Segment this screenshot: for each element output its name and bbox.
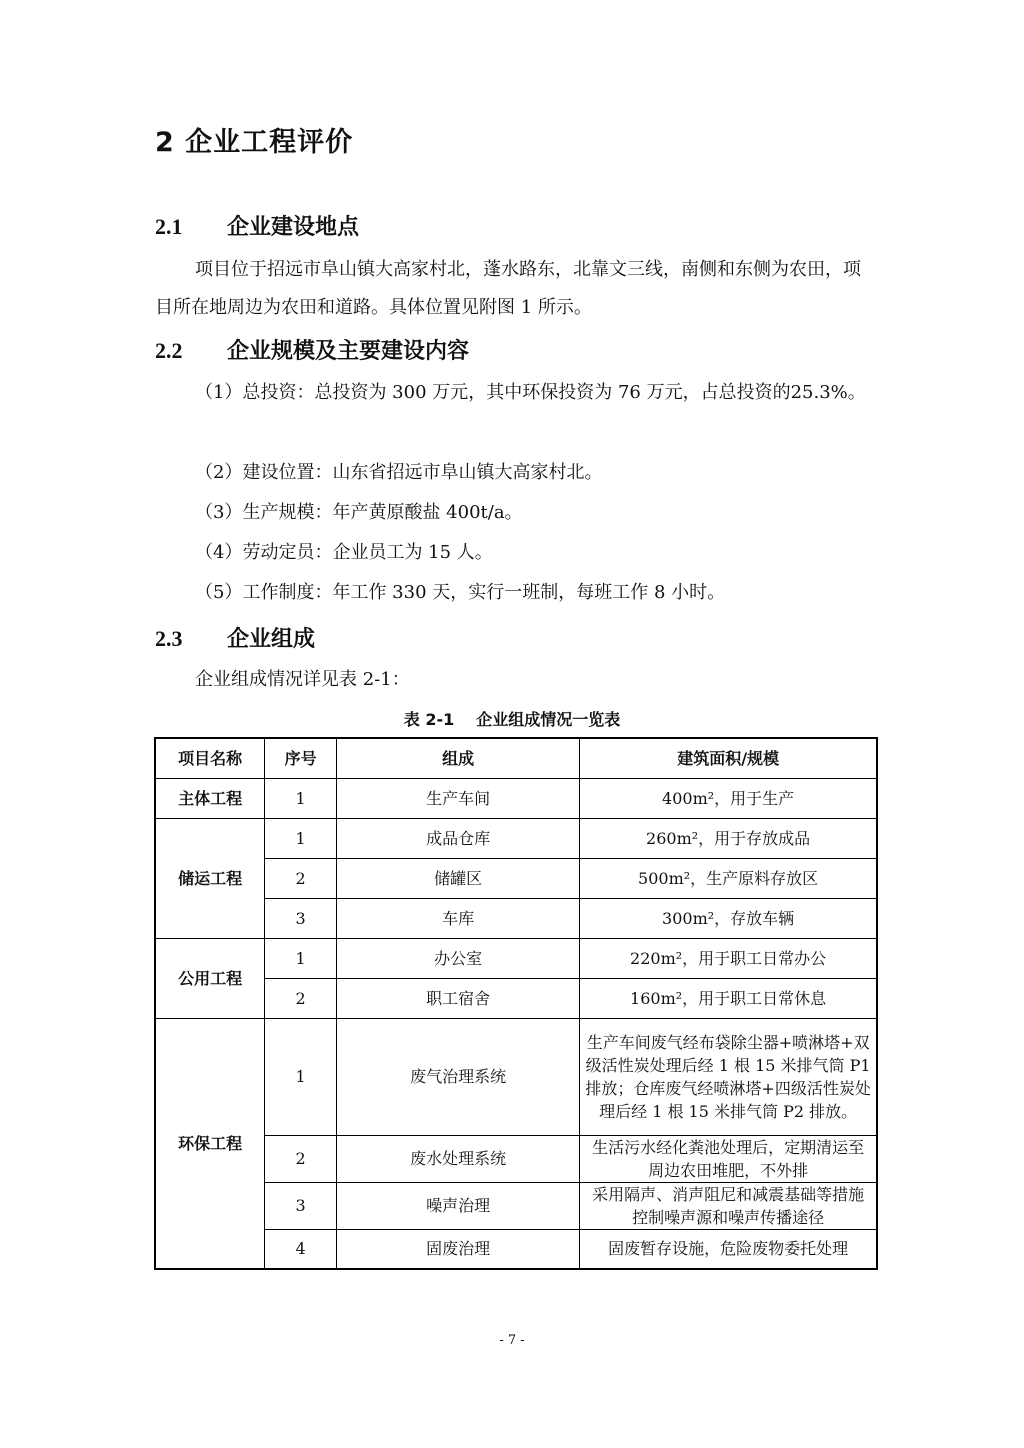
header-serial: 序号 xyxy=(265,738,337,778)
table-intro: 企业组成情况详见表 2-1： xyxy=(195,669,410,690)
table-caption xyxy=(0,707,1024,730)
row-number: 2 xyxy=(265,1135,337,1182)
header-project-name: 项目名称 xyxy=(155,738,265,778)
investment-item: （1）总投资：总投资为 300 万元，其中环保投资为 76 万元，占总投资的25.3%。 xyxy=(195,382,866,403)
row-scale: 采用隔声、消声阻尼和减震基础等措施控制噪声源和噪声传播途径 xyxy=(580,1182,877,1229)
row-scale: 220m²，用于职工日常办公 xyxy=(580,938,877,978)
section-heading-2-2 xyxy=(155,334,469,365)
row-scale: 生产车间废气经布袋除尘器+喷淋塔+双级活性炭处理后经 1 根 15 米排气筒 P1 排放；仓库废气经喷淋塔+四级活性炭处理后经 1 根 15 米排气筒 P2 排放。 xyxy=(580,1018,877,1135)
row-component: 废气治理系统 xyxy=(337,1018,580,1135)
section-number: 2.1 xyxy=(155,214,183,239)
row-number: 3 xyxy=(265,898,337,938)
row-scale: 固废暂存设施，危险废物委托处理 xyxy=(580,1229,877,1269)
header-area-scale: 建筑面积/规模 xyxy=(580,738,877,778)
table-row xyxy=(155,1018,877,1135)
section-title: 企业规模及主要建设内容 xyxy=(227,339,470,364)
section-title: 企业建设地点 xyxy=(227,215,360,240)
capacity-item: （3）生产规模：年产黄原酸盐 400t/a。 xyxy=(195,502,523,523)
work-schedule-item: （5）工作制度：年工作 330 天，实行一班制，每班工作 8 小时。 xyxy=(195,582,726,603)
row-number: 1 xyxy=(265,1018,337,1135)
row-scale: 260m²，用于存放成品 xyxy=(580,818,877,858)
chapter-title: 2 企业工程评价 xyxy=(155,127,354,158)
row-component: 储罐区 xyxy=(337,858,580,898)
section-heading-2-3 xyxy=(155,622,315,653)
row-number: 1 xyxy=(265,938,337,978)
category-storage: 储运工程 xyxy=(155,818,265,938)
table-caption-title: 企业组成情况一览表 xyxy=(476,710,621,729)
row-number: 4 xyxy=(265,1229,337,1269)
row-scale: 生活污水经化粪池处理后，定期清运至周边农田堆肥，不外排 xyxy=(580,1135,877,1182)
row-number: 2 xyxy=(265,978,337,1018)
location-paragraph: 项目位于招远市阜山镇大高家村北，蓬水路东，北靠文三线，南侧和东侧为农田，项目所在地周边为农田和道路。具体位置见附图 1 所示。 xyxy=(155,259,861,318)
row-component: 生产车间 xyxy=(337,778,580,818)
category-environmental: 环保工程 xyxy=(155,1018,265,1269)
table-row xyxy=(155,818,877,858)
row-scale: 400m²，用于生产 xyxy=(580,778,877,818)
row-number: 2 xyxy=(265,858,337,898)
header-component: 组成 xyxy=(337,738,580,778)
table-row xyxy=(155,778,877,818)
row-number: 3 xyxy=(265,1182,337,1229)
location-item: （2）建设位置：山东省招远市阜山镇大高家村北。 xyxy=(195,462,603,483)
row-component: 成品仓库 xyxy=(337,818,580,858)
row-component: 噪声治理 xyxy=(337,1182,580,1229)
table-row xyxy=(155,938,877,978)
section-number: 2.2 xyxy=(155,338,183,363)
row-scale: 500m²，生产原料存放区 xyxy=(580,858,877,898)
row-component: 固废治理 xyxy=(337,1229,580,1269)
category-utility: 公用工程 xyxy=(155,938,265,1018)
section-title: 企业组成 xyxy=(227,627,316,652)
row-number: 1 xyxy=(265,818,337,858)
row-number: 1 xyxy=(265,778,337,818)
row-component: 车库 xyxy=(337,898,580,938)
row-component: 废水处理系统 xyxy=(337,1135,580,1182)
section-heading-2-1 xyxy=(155,210,359,241)
staff-item: （4）劳动定员：企业员工为 15 人。 xyxy=(195,542,493,563)
table-header-row xyxy=(155,738,877,778)
table-caption-number: 表 2-1 xyxy=(403,710,455,729)
row-component: 职工宿舍 xyxy=(337,978,580,1018)
row-scale: 300m²，存放车辆 xyxy=(580,898,877,938)
category-main: 主体工程 xyxy=(155,778,265,818)
page-number: - 7 - xyxy=(499,1333,525,1348)
row-scale: 160m²，用于职工日常休息 xyxy=(580,978,877,1018)
section-number: 2.3 xyxy=(155,626,183,651)
composition-table xyxy=(154,737,878,1270)
row-component: 办公室 xyxy=(337,938,580,978)
